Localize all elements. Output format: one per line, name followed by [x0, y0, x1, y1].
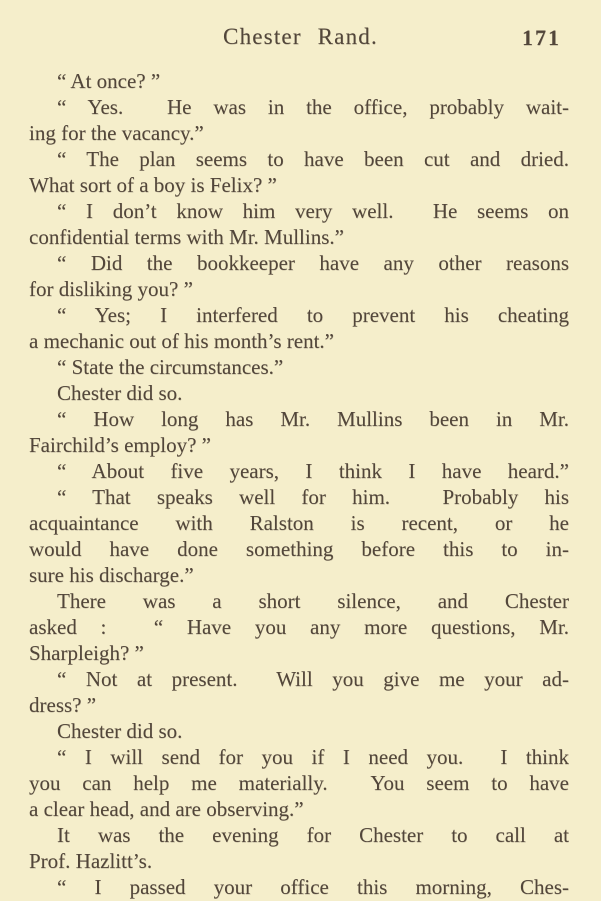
text-line: a clear head, and are observing.” [29, 797, 304, 821]
page-body [0, 68, 601, 900]
text-line: “ I don’t know him very well. He seems on [57, 199, 569, 223]
text-line: It was the evening for Chester to call at [57, 823, 569, 847]
text-line: “ I passed your office this morning, Ches- [57, 875, 569, 899]
text-line: “ State the circumstances.” [57, 355, 284, 379]
text-line: “ The plan seems to have been cut and dried. [57, 147, 569, 171]
text-line: “ Did the bookkeeper have any other reasons [57, 251, 569, 275]
page-number: 171 [522, 25, 561, 50]
text-line: What sort of a boy is Felix? ” [29, 173, 277, 197]
text-line: “ About five years, I think I have heard.” [57, 459, 569, 483]
text-line: Fairchild’s employ? ” [29, 433, 211, 457]
text-line: “ Not at present. Will you give me your ad- [57, 667, 569, 691]
text-line: sure his discharge.” [29, 563, 194, 587]
text-line: There was a short silence, and Chester [57, 589, 569, 613]
text-line: you can help me materially. You seem to have [29, 771, 569, 795]
text-line: acquaintance with Ralston is recent, or he [29, 511, 569, 535]
text-line: “ That speaks well for him. Probably his [57, 485, 569, 509]
running-title: Chester Rand. [223, 24, 378, 49]
text-line: “ At once? ” [57, 69, 161, 93]
text-line: Sharpleigh? ” [29, 641, 144, 665]
text-line: “ Yes; I interfered to prevent his cheating [57, 303, 569, 327]
text-line: confidential terms with Mr. Mullins.” [29, 225, 344, 249]
text-line: Prof. Hazlitt’s. [29, 849, 153, 873]
text-line: would have done something before this to in- [29, 537, 569, 561]
text-line: a mechanic out of his month’s rent.” [29, 329, 335, 353]
text-line: “ Yes. He was in the office, probably wait- [57, 95, 569, 119]
text-line: asked : “ Have you any more questions, Mr. [29, 615, 569, 639]
page-header [0, 24, 601, 52]
text-line: dress? ” [29, 693, 97, 717]
text-line: for disliking you? ” [29, 277, 193, 301]
text-line: “ I will send for you if I need you. I think [57, 745, 569, 769]
text-line: “ How long has Mr. Mullins been in Mr. [57, 407, 569, 431]
text-line: Chester did so. [57, 381, 183, 405]
text-line: ing for the vacancy.” [29, 121, 204, 145]
text-line: Chester did so. [57, 719, 183, 743]
